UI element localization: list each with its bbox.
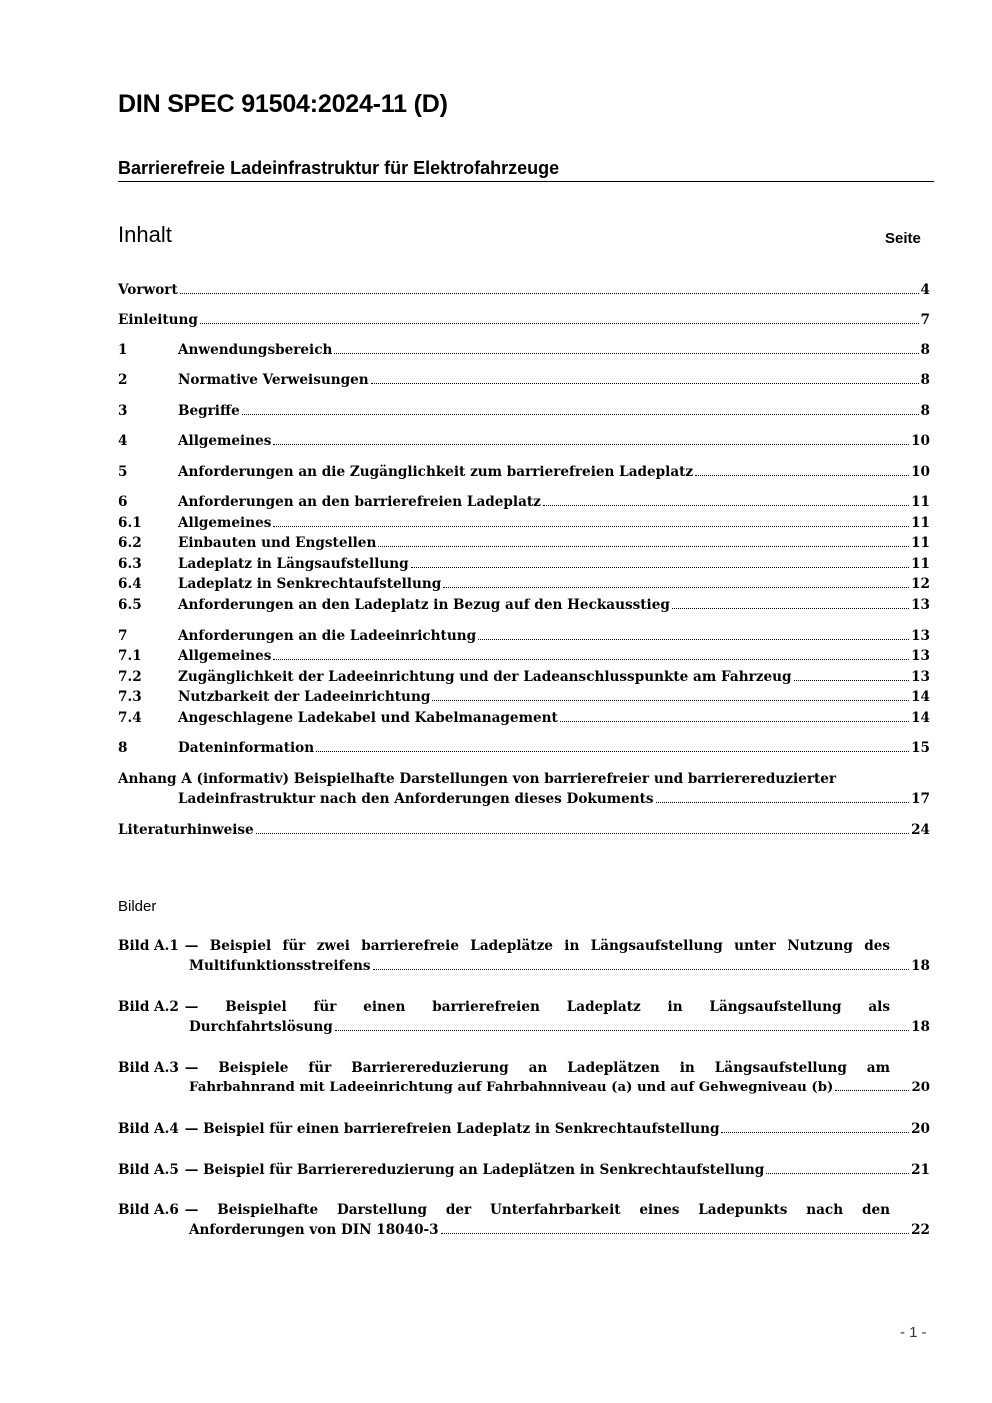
toc-entry-page: 15: [911, 740, 930, 756]
leader-dots: [478, 639, 909, 640]
figure-title-line2: Fahrbahnrand mit Ladeeinrichtung auf Fahrbahnniveau (a) und auf Gehwegniveau (b): [189, 1080, 834, 1095]
figure-label: Bild A.5: [118, 1162, 179, 1178]
toc-entry[interactable]: [118, 401, 930, 421]
toc-entry[interactable]: [118, 513, 930, 533]
toc-entry-number: 6.3: [118, 556, 142, 572]
leader-dots: [441, 1233, 909, 1234]
document-title: DIN SPEC 91504:2024-11 (D): [118, 90, 448, 118]
figure-title-line2: Anforderungen von DIN 18040-3: [189, 1222, 439, 1238]
toc-entry-page: 11: [911, 494, 930, 510]
toc-entry[interactable]: [118, 687, 930, 707]
figure-title-line1: — Beispiele für Barrierereduzierung an Ladeplätzen in Längsaufstellung am: [184, 1060, 890, 1076]
figure-entry[interactable]: [118, 1160, 930, 1180]
toc-entry-page: 7: [920, 312, 930, 328]
toc-entry-text: Einleitung: [118, 312, 198, 328]
figure-entry[interactable]: [118, 936, 930, 976]
toc-entry[interactable]: [118, 738, 930, 758]
figure-label: Bild A.1: [118, 938, 179, 954]
figure-label: Bild A.4: [118, 1121, 179, 1137]
toc-entry[interactable]: [118, 595, 930, 615]
leader-dots: [766, 1173, 909, 1174]
figure-page: 22: [911, 1222, 930, 1238]
toc-entry-text: Allgemeines: [178, 433, 272, 449]
figure-title-line1: — Beispiel für einen barrierefreien Ladeplatz in Längsaufstellung als: [184, 999, 890, 1015]
toc-entry-page: 12: [911, 576, 930, 592]
toc-entry-text: Allgemeines: [178, 648, 272, 664]
toc-entry-number: 5: [118, 464, 128, 480]
toc-entry-text: Einbauten und Engstellen: [178, 535, 377, 551]
toc-entry-text: Normative Verweisungen: [178, 372, 369, 388]
toc-entry[interactable]: [118, 431, 930, 451]
toc-entry-number: 7: [118, 628, 128, 644]
toc-entry[interactable]: [118, 626, 930, 646]
document-subtitle: Barrierefreie Ladeinfrastruktur für Elektrofahrzeuge: [118, 158, 934, 182]
toc-annex-entry-continuation[interactable]: [118, 789, 930, 809]
toc-entry-page: 24: [911, 822, 930, 838]
leader-dots: [543, 505, 909, 506]
toc-entry-number: 6.2: [118, 535, 142, 551]
toc-entry-number: 1: [118, 342, 128, 358]
toc-entry[interactable]: [118, 462, 930, 482]
toc-entry-page: 13: [911, 669, 930, 685]
toc-entry-number: 6.4: [118, 576, 142, 592]
toc-entry-text: Anwendungsbereich: [178, 342, 333, 358]
toc-entry-page: 14: [911, 710, 930, 726]
leader-dots: [835, 1090, 909, 1091]
toc-entry-page: 10: [911, 464, 930, 480]
figure-title-line1: — Beispielhafte Darstellung der Unterfahrbarkeit eines Ladepunkts nach den: [184, 1202, 890, 1218]
figure-entry[interactable]: [118, 1200, 930, 1240]
figure-title-line1: — Beispiel für einen barrierefreien Ladeplatz in Senkrechtaufstellung: [184, 1121, 720, 1137]
leader-dots: [411, 567, 909, 568]
leader-dots: [273, 444, 909, 445]
leader-dots: [256, 833, 909, 834]
toc-entry-number: 2: [118, 372, 128, 388]
figure-label: Bild A.6: [118, 1202, 179, 1218]
leader-dots: [695, 475, 909, 476]
figure-label: Bild A.2: [118, 999, 179, 1015]
leader-dots: [373, 969, 910, 970]
leader-dots: [242, 414, 919, 415]
toc-entry-page: 13: [911, 628, 930, 644]
toc-entry-number: 7.4: [118, 710, 142, 726]
leader-dots: [656, 802, 910, 803]
toc-entry-page: 13: [911, 648, 930, 664]
figure-title-line1: — Beispiel für Barrierereduzierung an Ladeplätzen in Senkrechtaufstellung: [184, 1162, 765, 1178]
toc-entry[interactable]: [118, 708, 930, 728]
figure-page: 21: [911, 1162, 930, 1178]
leader-dots: [200, 323, 919, 324]
toc-annex-entry[interactable]: [118, 769, 930, 789]
leader-dots: [721, 1132, 909, 1133]
figure-title-line1: — Beispiel für zwei barrierefreie Ladeplätze in Längsaufstellung unter Nutzung des: [184, 938, 890, 954]
toc-entry-text: Angeschlagene Ladekabel und Kabelmanagement: [178, 710, 558, 726]
toc-annex-line2: Ladeinfrastruktur nach den Anforderungen dieses Dokuments: [178, 791, 654, 807]
figure-page: 18: [911, 1019, 930, 1035]
leader-dots: [334, 353, 918, 354]
toc-entry-text: Anforderungen an den barrierefreien Ladeplatz: [178, 494, 541, 510]
toc-entry[interactable]: [118, 820, 930, 840]
leader-dots: [273, 526, 909, 527]
toc-entry[interactable]: [118, 340, 930, 360]
toc-entry-number: 6: [118, 494, 128, 510]
toc-entry-page: 8: [920, 403, 930, 419]
toc-entry-text: Begriffe: [178, 403, 240, 419]
figure-entry[interactable]: [118, 1119, 930, 1139]
toc-entry-page: 11: [911, 515, 930, 531]
toc-entry-number: 6.5: [118, 597, 142, 613]
leader-dots: [443, 587, 909, 588]
figures-heading: Bilder: [118, 898, 157, 915]
toc-entry-text: Anforderungen an den Ladeplatz in Bezug auf den Heckausstieg: [178, 597, 670, 613]
toc-entry-text: Anforderungen an die Ladeeinrichtung: [178, 628, 477, 644]
toc-entry-number: 7.1: [118, 648, 142, 664]
toc-entry-text: Anforderungen an die Zugänglichkeit zum barrierefreien Ladeplatz: [178, 464, 694, 480]
toc-entry-number: 8: [118, 740, 128, 756]
toc-entry-text: Nutzbarkeit der Ladeeinrichtung: [178, 689, 431, 705]
figure-title-line2: Durchfahrtslösung: [189, 1019, 333, 1035]
toc-heading: Inhalt: [118, 222, 172, 247]
toc-entry[interactable]: [118, 667, 930, 687]
leader-dots: [335, 1030, 909, 1031]
toc-entry[interactable]: [118, 646, 930, 666]
leader-dots: [672, 608, 909, 609]
leader-dots: [273, 659, 909, 660]
figure-page: 20: [911, 1080, 930, 1095]
figure-page: 20: [911, 1121, 930, 1137]
toc-entry-number: 3: [118, 403, 128, 419]
toc-annex-line1: Anhang A (informativ) Beispielhafte Darstellungen von barrierefreier und barrierereduzierter: [118, 771, 837, 787]
leader-dots: [794, 680, 910, 681]
toc-entry-text: Literaturhinweise: [118, 822, 254, 838]
toc-entry-number: 7.3: [118, 689, 142, 705]
leader-dots: [180, 293, 919, 294]
toc-entry-text: Dateninformation: [178, 740, 315, 756]
figure-entry[interactable]: [118, 997, 930, 1037]
leader-dots: [371, 383, 919, 384]
toc-entry-page: 11: [911, 535, 930, 551]
toc-entry[interactable]: [118, 492, 930, 512]
figure-page: 18: [911, 958, 930, 974]
figure-label: Bild A.3: [118, 1060, 179, 1076]
toc-entry[interactable]: [118, 310, 930, 330]
toc-entry-number: 7.2: [118, 669, 142, 685]
toc-entry[interactable]: [118, 370, 930, 390]
toc-entry-page: 11: [911, 556, 930, 572]
leader-dots: [432, 700, 909, 701]
toc-entry-text: Allgemeines: [178, 515, 272, 531]
toc-entry-page: 4: [920, 282, 930, 298]
toc-entry[interactable]: [118, 280, 930, 300]
toc-entry-text: Ladeplatz in Senkrechtaufstellung: [178, 576, 442, 592]
toc-entry-page: 17: [911, 791, 930, 807]
toc-entry-page: 13: [911, 597, 930, 613]
toc-entry-page: 8: [920, 342, 930, 358]
figure-entry[interactable]: [118, 1058, 930, 1098]
toc-entry-number: 4: [118, 433, 128, 449]
toc-entry[interactable]: [118, 574, 930, 594]
leader-dots: [316, 751, 909, 752]
page-column-label: Seite: [885, 230, 921, 247]
toc-entry-text: Zugänglichkeit der Ladeeinrichtung und der Ladeanschlusspunkte am Fahrzeug: [178, 669, 792, 685]
toc-entry[interactable]: [118, 554, 930, 574]
figure-title-line2: Multifunktionsstreifens: [189, 958, 371, 974]
leader-dots: [560, 721, 909, 722]
leader-dots: [378, 546, 909, 547]
toc-entry-page: 14: [911, 689, 930, 705]
toc-entry[interactable]: [118, 533, 930, 553]
toc-entry-text: Ladeplatz in Längsaufstellung: [178, 556, 409, 572]
toc-entry-text: Vorwort: [118, 282, 178, 298]
page-number: - 1 -: [900, 1324, 927, 1341]
toc-entry-page: 10: [911, 433, 930, 449]
toc-entry-number: 6.1: [118, 515, 142, 531]
toc-entry-page: 8: [920, 372, 930, 388]
